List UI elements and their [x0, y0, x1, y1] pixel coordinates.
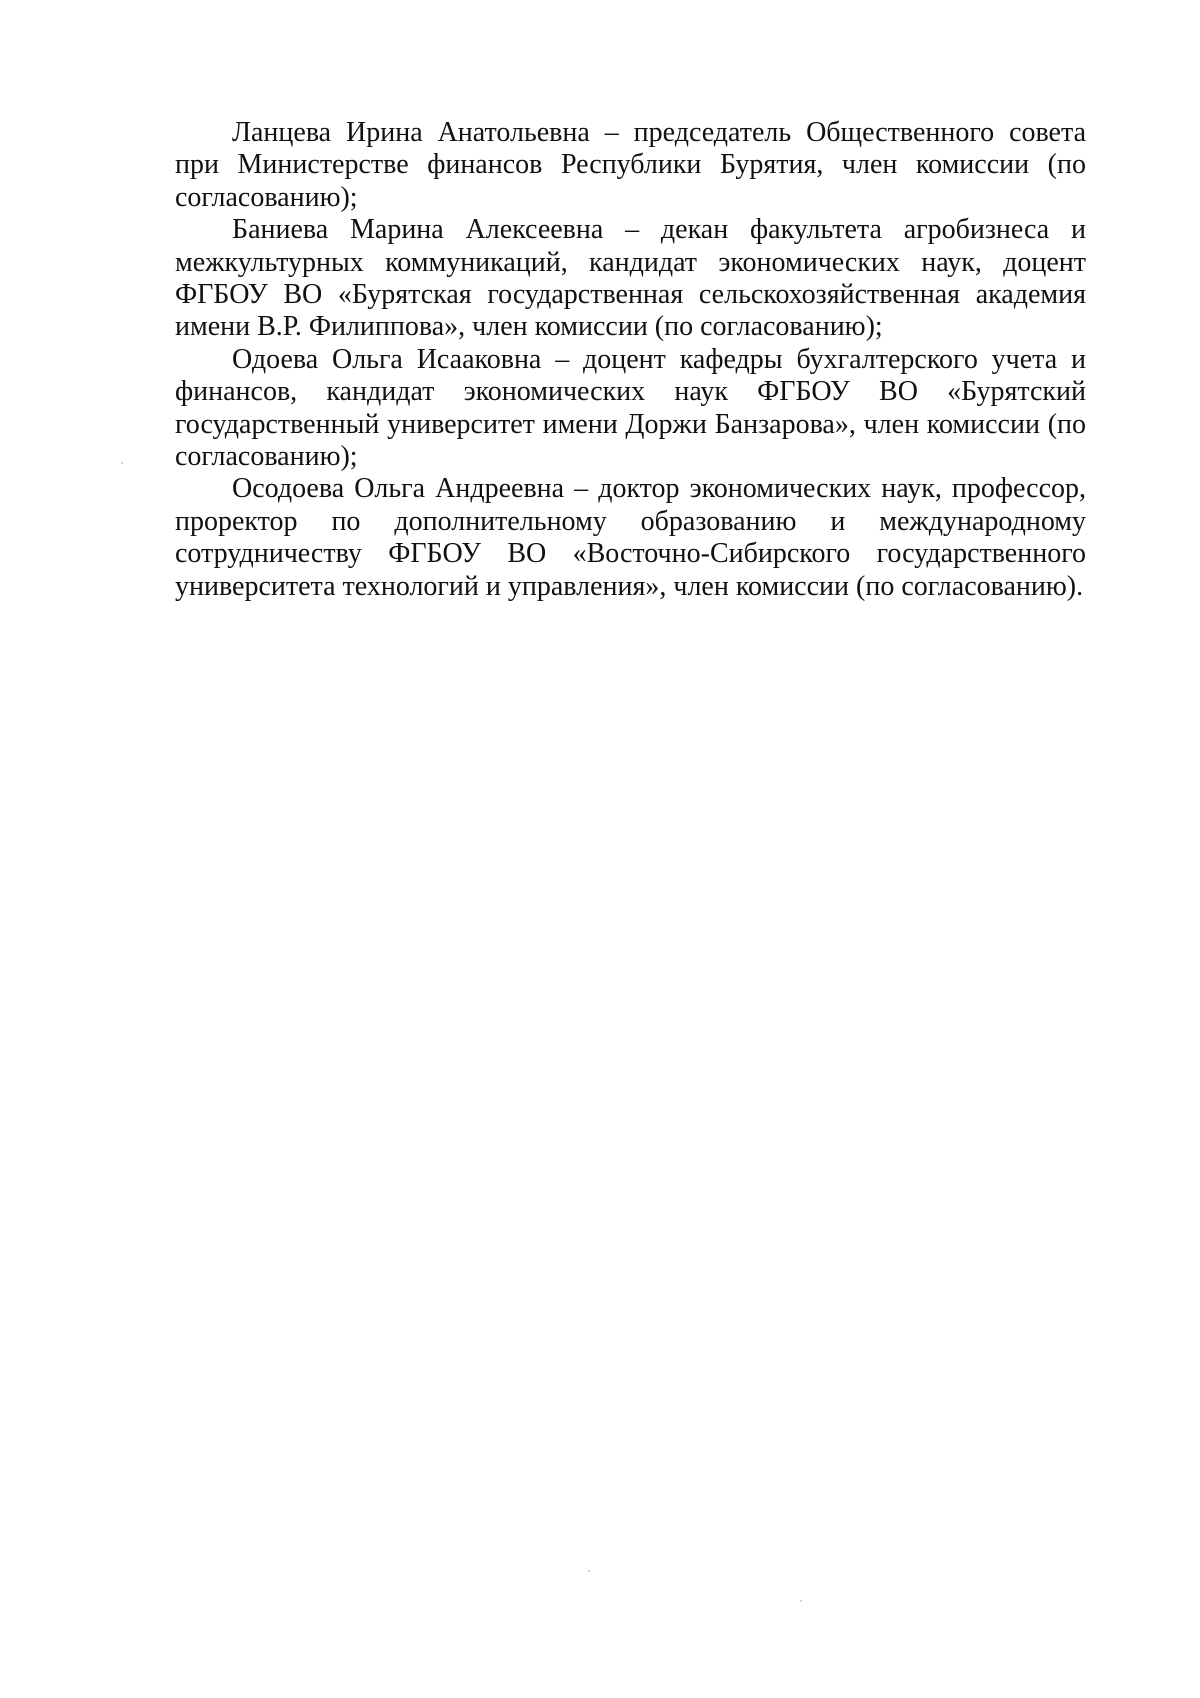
member-paragraph-osodoeva: Осодоева Ольга Андреевна – доктор экономических наук, профессор, проректор по дополнительному образованию и международному сотрудничеству ФГБОУ ВО «Восточно-Сибирского государственного университета технологий и управления», член комиссии (по согласованию).: [175, 473, 1086, 602]
commission-members-list: [175, 117, 1086, 603]
scan-speck: [800, 1600, 802, 1602]
member-paragraph-banieva: Баниева Марина Алексеевна – декан факультета агробизнеса и межкультурных коммуникаций, кандидат экономических наук, доцент ФГБОУ ВО «Бурятская государственная сельскохозяйственная академия имени В.Р. Филиппова», член комиссии (по согласованию);: [175, 214, 1086, 343]
scan-speck: [588, 1570, 590, 1572]
member-paragraph-odoeva: Одоева Ольга Исааковна – доцент кафедры бухгалтерского учета и финансов, кандидат экономических наук ФГБОУ ВО «Бурятский государственный университет имени Доржи Банзарова», член комиссии (по согласованию);: [175, 343, 1086, 473]
member-paragraph-lantseva: Ланцева Ирина Анатольевна – председатель Общественного совета при Министерстве финансов Республики Бурятия, член комиссии (по согласованию);: [175, 117, 1086, 213]
scan-speck: [121, 462, 123, 464]
